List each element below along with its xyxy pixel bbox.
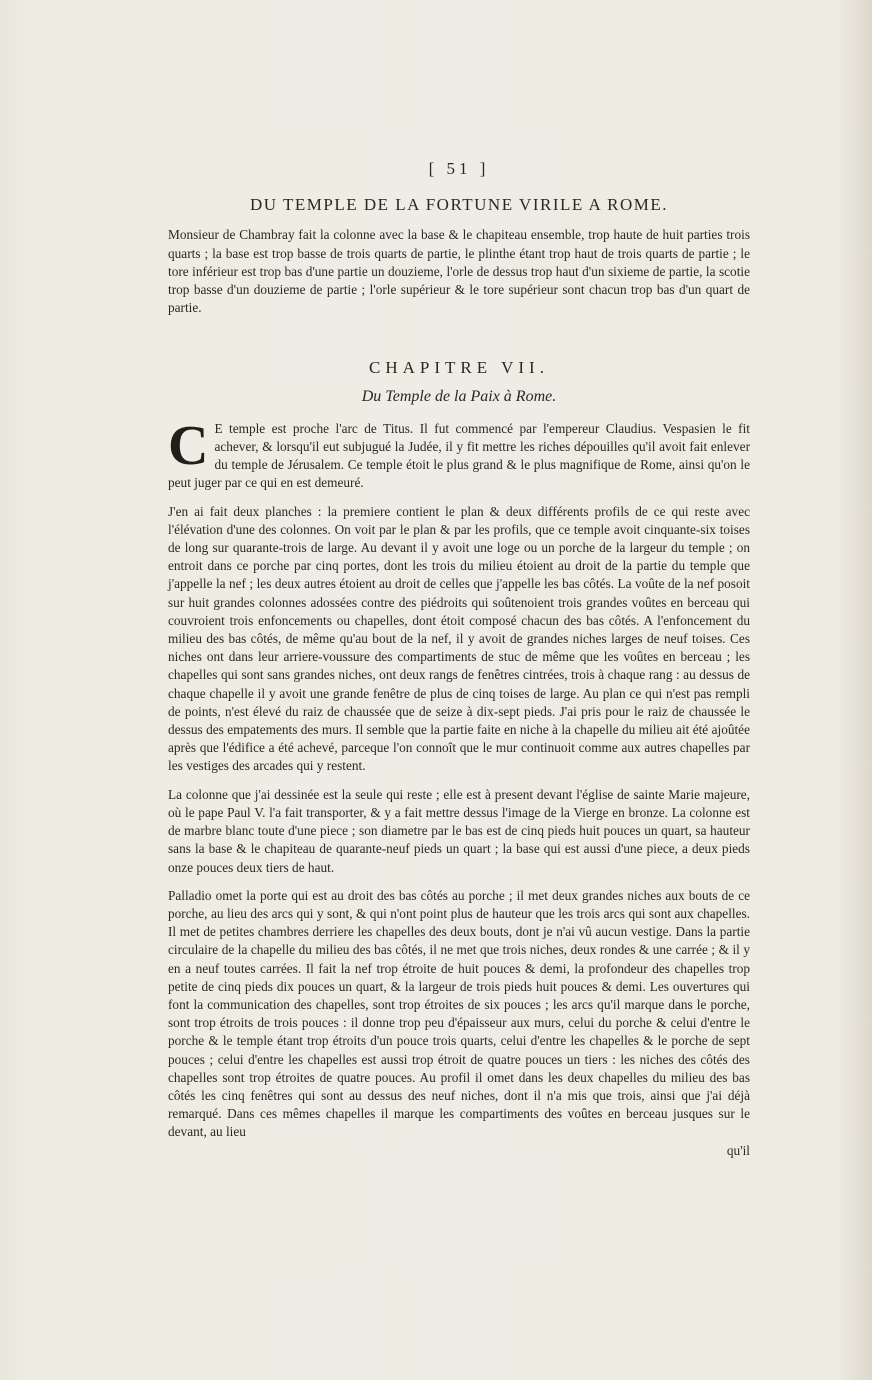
section-title: DU TEMPLE DE LA FORTUNE VIRILE A ROME.	[249, 195, 669, 215]
text-block	[168, 160, 750, 1160]
paragraph-1	[168, 414, 750, 493]
paragraph-2: J'en ai fait deux planches : la premiere contient le plan & deux différents profils de ce qui reste avec l'élévation d'une des colonnes. On voit par le plan & par les profils, que ce temple avoit cinquante-six toises de long sur quarante-trois de large. Au devant il y avoit une loge ou un porche de la largeur du temple ; on entroit dans ce porche par cinq portes, dont les trois du milieu étoient au droit de la partie du temple que j'appelle la nef ; les deux autres étoient au droit de celles que j'appelle les bas côtés. La voûte de la nef posoit sur huit grandes colonnes adossées contre des piédroits qui soûtenoient trois grandes voûtes en berceau qui couvroient trois enfoncements ou chapelles, dont étoit composé chacun des bas côtés. A l'enfoncement du milieu des bas côtés, de même qu'au bout de la nef, il y avoit de grandes niches larges de neuf toises. Ces niches ont dans leur arriere-voussure des compartiments de stuc de même que les voûtes en berceau ; les chapelles qui sont sans grandes niches, ont deux rangs de fenêtres cintrées, trois à chaque rang : au dessus de chaque chapelle il y avoit une grande fenêtre de plus de cinq toises de large. Au plan ce qui n'est pas rempli de points, n'est élevé du raiz de chaussée que de seize à dix-sept pieds. J'ai pris pour le raiz de chaussée le dessus des empatements des murs. Il semble que la partie faite en niche à la chapelle du milieu ait été ajoûtée après que l'édifice a été achevé, parceque l'on connoît que le mur continuoit comme aux autres chapelles par les vestiges des arcades qui y restent.	[168, 503, 750, 774]
paragraph-1-text: E temple est proche l'arc de Titus. Il fut commencé par l'empereur Claudius. Vespasien le fit achever, & lorsqu'il eut subjugué la Judée, il y fit mettre les riches dépouilles qu'il avoit fait enlever du temple de Jérusalem. Ce temple étoit le plus grand & le plus magnifique de Rome, ainsi qu'on le peut juger par ce qui en est demeuré.	[168, 420, 750, 491]
paragraph-4: Palladio omet la porte qui est au droit des bas côtés au porche ; il met deux grandes niches aux bouts de ce porche, au lieu des arcs qui y sont, & qui n'ont point plus de hauteur que les trois arcs qui sont aux chapelles. Il met de petites chambres derriere les chapelles des deux bouts, dont je n'ai vû aucun vestige. Dans la partie circulaire de la chapelle du milieu des bas côtés, il ne met que trois niches, deux rondes & une carrée ; & il y en a neuf toutes carrées. Il fait la nef trop étroite de huit pouces & demi, la profondeur des chapelles trop petite de cinq pieds dix pouces un quart, & la largeur de trois pieds huit pouces & demi. Les ouvertures qui font la communication des chapelles, sont trop étroites de six pouces ; les arcs qu'il marque dans le porche, sont trop étroits de trois pouces : il donne trop peu d'épaisseur aux murs, celui du porche & celui d'entre le porche & le temple étant trop étroits d'un pouce trois quarts, celui d'entre les chapelles & le porche de sept pouces ; celui d'entre les chapelles est aussi trop étroit de quatre pouces un tiers : les niches des côtés des chapelles sont trop étroites de quatre pouces. Au profil il omet dans les deux chapelles du milieu des bas côtés les cinq fenêtres qui sont au dessus des neuf niches, dont il n'a mis que trois, ainsi que j'ai déjà remarqué. Dans ces mêmes chapelles il marque les compartiments des voûtes en berceau jusques sur le devant, au lieu	[168, 887, 750, 1140]
chapter-subtitle: Du Temple de la Paix à Rome.	[361, 387, 557, 405]
drop-cap: C	[168, 414, 209, 477]
chapter-title: CHAPITRE VII.	[369, 358, 549, 378]
catchword: qu'il	[726, 1142, 750, 1158]
paragraph-3: La colonne que j'ai dessinée est la seule qui reste ; elle est à present devant l'église de sainte Marie majeure, où le pape Paul V. l'a fait transporter, & y a fait mettre dessus l'image de la Vierge en bronze. La colonne est de marbre blanc toute d'une piece ; son diametre par le bas est de cinq pieds huit pouces un quart, sa hauteur sans la base & le chapiteau de quarante-neuf pieds un quart ; la base qui est aussi d'une piece, a deux pieds onze pouces deux tiers de haut.	[168, 786, 750, 875]
page-number: [ 51 ]	[428, 159, 490, 178]
section-paragraph: Monsieur de Chambray fait la colonne avec la base & le chapiteau ensemble, trop haute de huit parties trois quarts ; la base est trop basse de trois quarts de partie, le plinthe étant trop haut de trois quarts de partie ; le tore inférieur est trop bas d'une partie un douzieme, l'orle de dessus trop haut d'un sixieme de partie, la scotie trop basse d'un douzieme de partie ; l'orle supérieur & le tore supérieur sont chacun trop bas d'un quart de partie.	[168, 227, 750, 316]
